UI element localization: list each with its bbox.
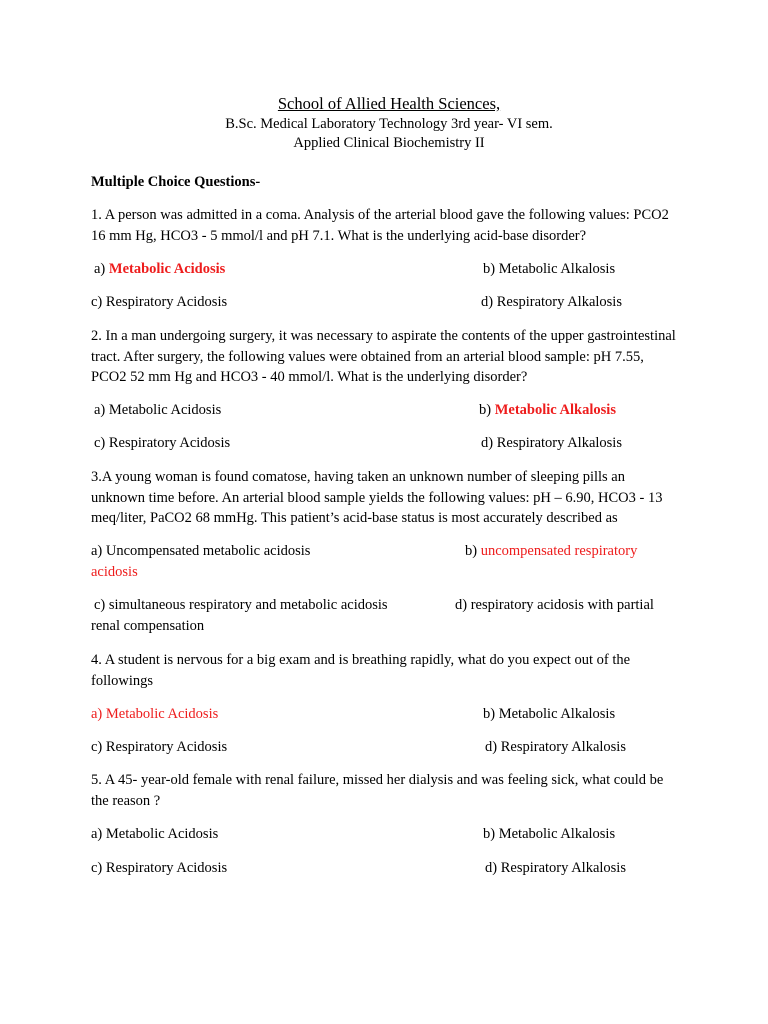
- question-5-option-d: [485, 858, 626, 879]
- question-3-option-d-continued: renal compensation: [91, 618, 205, 634]
- option-text: Respiratory Alkalosis: [496, 294, 622, 310]
- option-text: Metabolic Alkalosis: [498, 706, 616, 722]
- school-title: School of Allied Health Sciences,: [277, 94, 501, 113]
- option-text: simultaneous respiratory and metabolic acidosis: [108, 597, 388, 613]
- question-1-option-d: [481, 292, 622, 313]
- option-prefix: a): [94, 261, 109, 277]
- question-3-text: 3.A young woman is found comatose, having taken an unknown number of sleeping pills an unknown time before. An arterial blood sample yields the following values: pH – 6.90, HCO3 - 13 meq/liter, PaCO2 68 mmHg. This patient’s acid-base status is most accurately described as: [91, 469, 663, 526]
- course-line: B.Sc. Medical Laboratory Technology 3rd year- VI sem.: [225, 116, 553, 132]
- question-4-option-b: [483, 704, 615, 725]
- option-prefix: b): [483, 261, 499, 277]
- option-prefix: c): [91, 739, 106, 755]
- question-1-text: 1. A person was admitted in a coma. Analysis of the arterial blood gave the following values: PCO2 16 mm Hg, HCO3 - 5 mmol/l and pH 7.1. What is the underlying acid-base disorder?: [91, 207, 669, 244]
- question-5-option-a: [91, 824, 218, 845]
- option-prefix: d): [481, 294, 497, 310]
- question-4-text: 4. A student is nervous for a big exam and is breathing rapidly, what do you expect out of the followings: [91, 652, 631, 689]
- option-text: Uncompensated metabolic acidosis: [105, 543, 311, 559]
- option-prefix: d): [485, 739, 501, 755]
- question-3-option-d: [455, 595, 654, 616]
- option-prefix: a): [91, 543, 106, 559]
- question-2-option-c: [94, 433, 230, 454]
- option-prefix: d): [485, 860, 501, 876]
- correct-answer-text: Metabolic Acidosis: [105, 706, 219, 722]
- question-3-option-b: [465, 541, 637, 562]
- option-text: respiratory acidosis with partial: [470, 597, 654, 613]
- question-5-text: 5. A 45- year-old female with renal failure, missed her dialysis and was feeling sick, what could be the reason ?: [91, 772, 664, 809]
- question-4-option-a: [91, 704, 218, 725]
- document-header: [0, 94, 768, 153]
- option-text: Respiratory Acidosis: [108, 435, 231, 451]
- option-text: Metabolic Acidosis: [108, 402, 222, 418]
- option-text: Respiratory Acidosis: [105, 860, 228, 876]
- option-prefix: d): [481, 435, 497, 451]
- correct-answer-text: uncompensated respiratory: [480, 543, 638, 559]
- option-prefix: d): [455, 597, 471, 613]
- question-1-option-a: [94, 259, 225, 280]
- question-1-option-b: [483, 259, 615, 280]
- option-prefix: c): [91, 860, 106, 876]
- question-1-option-c: [91, 292, 227, 313]
- question-5-option-b: [483, 824, 615, 845]
- option-text: Metabolic Alkalosis: [498, 261, 616, 277]
- question-3-option-c: [94, 595, 388, 616]
- option-prefix: c): [91, 294, 106, 310]
- option-text: Respiratory Alkalosis: [500, 739, 626, 755]
- option-prefix: b): [465, 543, 481, 559]
- option-text: Respiratory Acidosis: [105, 739, 228, 755]
- option-text: Respiratory Alkalosis: [500, 860, 626, 876]
- question-4-option-c: [91, 737, 227, 758]
- question-2-option-a: [94, 400, 221, 421]
- option-prefix: b): [479, 402, 495, 418]
- question-3-option-b-continued: acidosis: [91, 564, 138, 580]
- option-prefix: c): [94, 435, 109, 451]
- question-3-option-a: [91, 541, 310, 562]
- option-prefix: b): [483, 706, 499, 722]
- correct-answer-text: Metabolic Acidosis: [108, 261, 226, 277]
- question-4-option-d: [485, 737, 626, 758]
- option-text: Metabolic Acidosis: [105, 826, 219, 842]
- section-title: Multiple Choice Questions-: [91, 174, 261, 190]
- option-prefix: c): [94, 597, 109, 613]
- option-prefix: a): [91, 826, 106, 842]
- option-prefix: a): [94, 402, 109, 418]
- question-2-option-b: [479, 400, 616, 421]
- option-prefix: b): [483, 826, 499, 842]
- option-prefix: a): [91, 706, 106, 722]
- option-text: Respiratory Alkalosis: [496, 435, 622, 451]
- question-5-option-c: [91, 858, 227, 879]
- question-2-option-d: [481, 433, 622, 454]
- option-text: Respiratory Acidosis: [105, 294, 228, 310]
- correct-answer-text: Metabolic Alkalosis: [494, 402, 616, 418]
- subject-line: Applied Clinical Biochemistry II: [293, 135, 485, 151]
- question-2-text: 2. In a man undergoing surgery, it was necessary to aspirate the contents of the upper gastrointestinal tract. After surgery, the following values were obtained from an arterial blood sample: pH 7.55, PCO2 52 mm Hg and HCO3 - 40 mmol/l. What is the underlying disorder?: [91, 328, 676, 385]
- option-text: Metabolic Alkalosis: [498, 826, 616, 842]
